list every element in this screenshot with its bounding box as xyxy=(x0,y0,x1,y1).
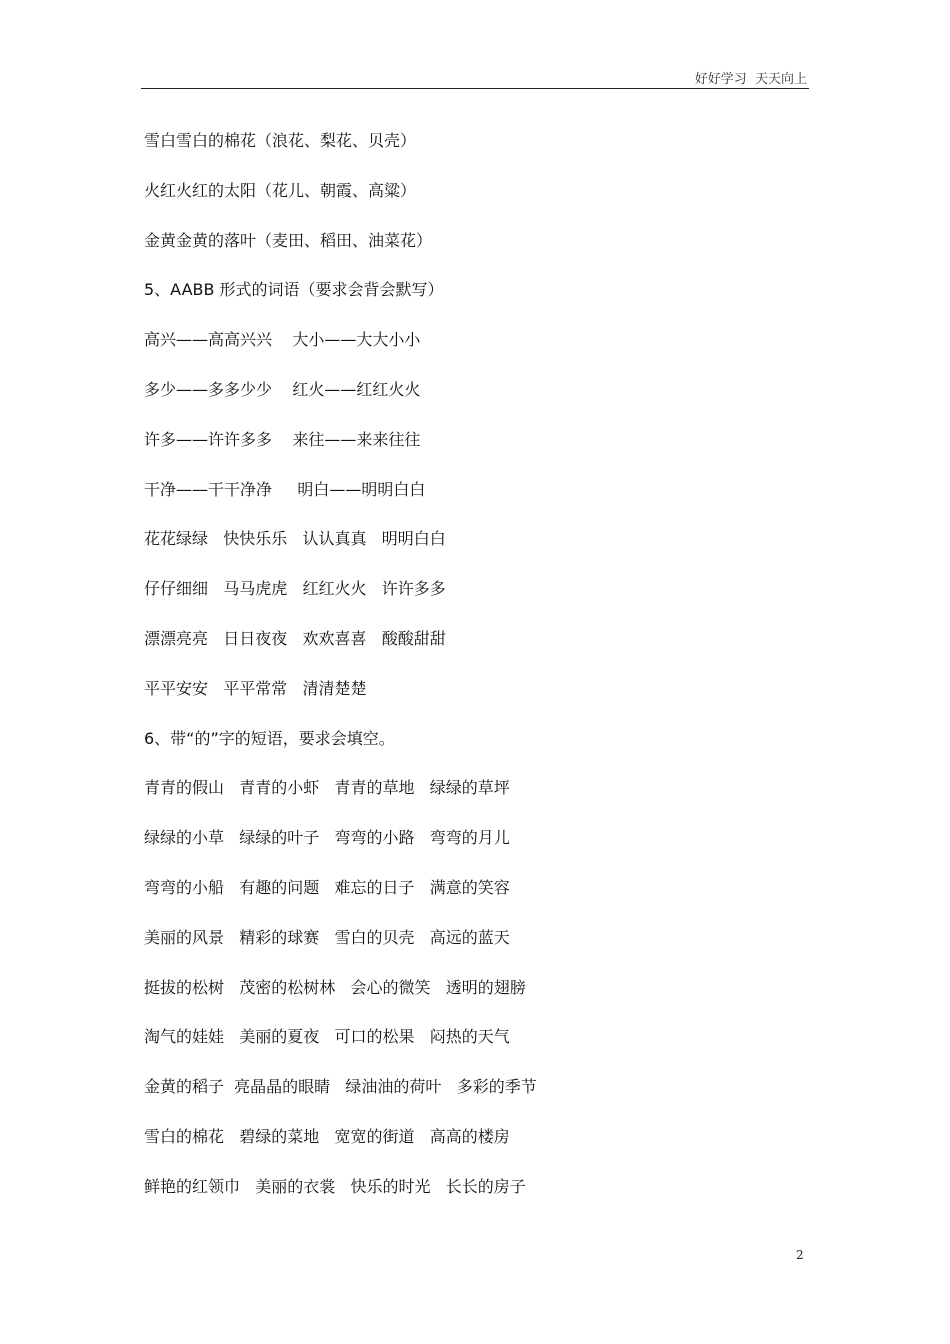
text-line: 挺拔的松树 茂密的松树林 会心的微笑 透明的翅膀 xyxy=(144,977,526,997)
text-line: 漂漂亮亮 日日夜夜 欢欢喜喜 酸酸甜甜 xyxy=(144,628,446,648)
text-line: 高兴——高高兴兴 大小——大大小小 xyxy=(144,330,421,350)
text-line: 绿绿的小草 绿绿的叶子 弯弯的小路 弯弯的月儿 xyxy=(144,828,510,848)
text-line: 平平安安 平平常常 清清楚楚 xyxy=(144,678,367,698)
section-heading: 5、AABB 形式的词语（要求会背会默写） xyxy=(144,280,444,300)
text-line: 多少——多多少少 红火——红红火火 xyxy=(144,379,421,399)
text-line: 美丽的风景 精彩的球赛 雪白的贝壳 高远的蓝天 xyxy=(144,927,510,947)
page-number: 2 xyxy=(796,1248,804,1262)
section-heading: 6、带“的”字的短语，要求会填空。 xyxy=(144,728,395,748)
text-line: 金黄的稻子 亮晶晶的眼睛 绿油油的荷叶 多彩的季节 xyxy=(144,1077,537,1097)
text-line: 干净——干干净净 明白——明明白白 xyxy=(144,479,426,499)
text-line: 花花绿绿 快快乐乐 认认真真 明明白白 xyxy=(144,529,446,549)
text-line: 许多——许许多多 来往——来来往往 xyxy=(144,429,421,449)
text-line: 淘气的娃娃 美丽的夏夜 可口的松果 闷热的天气 xyxy=(144,1027,510,1047)
text-line: 鲜艳的红领巾 美丽的衣裳 快乐的时光 长长的房子 xyxy=(144,1176,526,1196)
text-line: 青青的假山 青青的小虾 青青的草地 绿绿的草坪 xyxy=(144,778,510,798)
page-header xyxy=(141,66,809,89)
text-line: 火红火红的太阳（花儿、朝霞、高粱） xyxy=(144,180,417,200)
text-line: 雪白雪白的棉花（浪花、梨花、贝壳） xyxy=(144,131,417,150)
text-line: 弯弯的小船 有趣的问题 难忘的日子 满意的笑容 xyxy=(144,877,510,897)
document-body xyxy=(144,126,804,1222)
text-line: 雪白的棉花 碧绿的菜地 宽宽的街道 高高的楼房 xyxy=(144,1126,510,1146)
header-text: 好好学习 天天向上 xyxy=(694,72,807,87)
text-line: 仔仔细细 马马虎虎 红红火火 许许多多 xyxy=(144,579,446,599)
text-line: 金黄金黄的落叶（麦田、稻田、油菜花） xyxy=(144,230,433,250)
